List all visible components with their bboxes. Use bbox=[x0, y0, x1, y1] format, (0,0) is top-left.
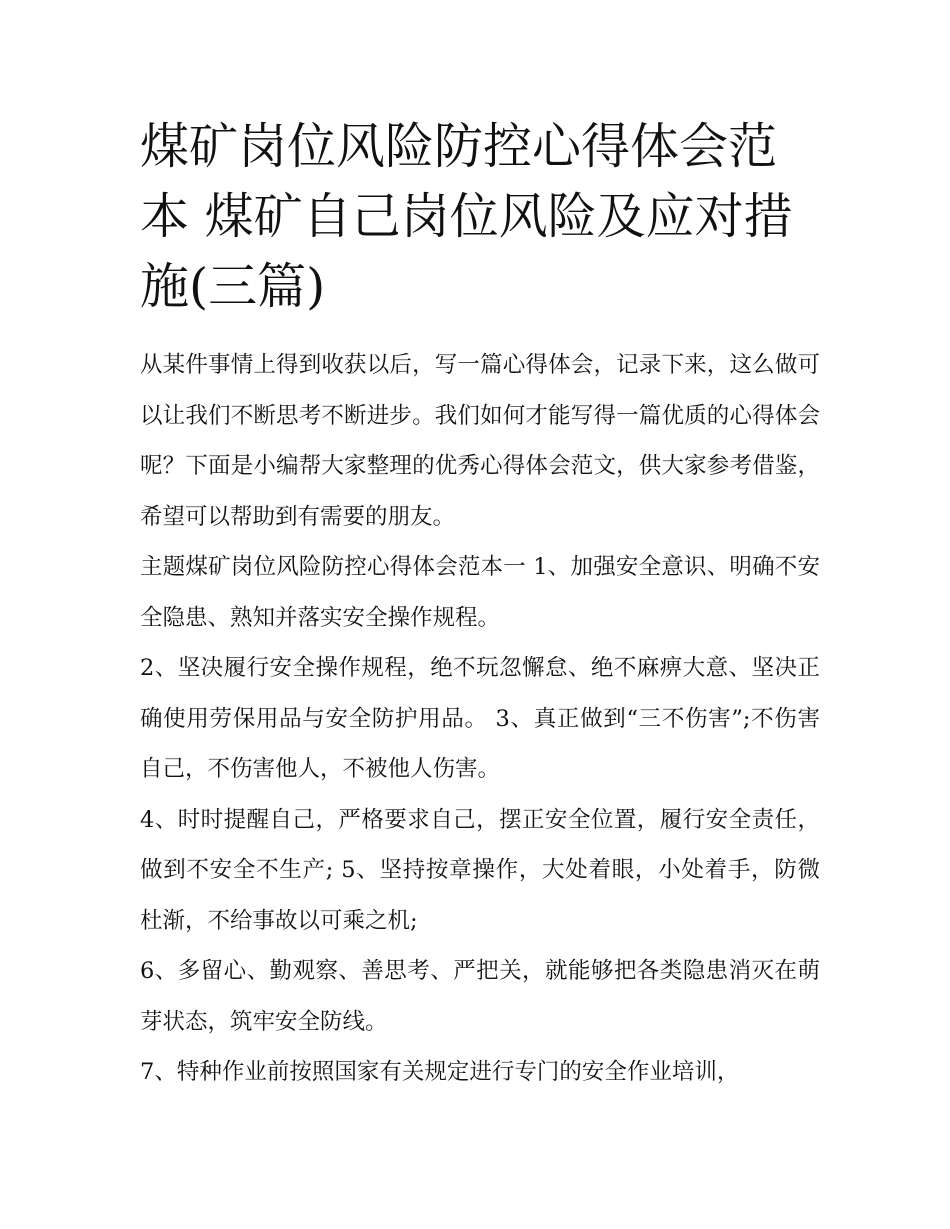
paragraph-6: 6、多留心、勤观察、善思考、严把关，就能够把各类隐患消灭在萌芽状态，筑牢安全防线。 bbox=[140, 958, 820, 1035]
paragraph-4-5: 4、时时提醒自己，严格要求自己，摆正安全位置，履行安全责任，做到不安全不生产; 5、坚持按章操作，大处着眼，小处着手，防微杜渐，不给事故以可乘之机; bbox=[140, 806, 820, 934]
paragraph-7: 7、特种作业前按照国家有关规定进行专门的安全作业培训， bbox=[140, 1059, 740, 1085]
paragraph-intro: 从某件事情上得到收获以后，写一篇心得体会，记录下来，这么做可以让我们不断思考不断进步。我们如何才能写得一篇优质的心得体会呢？下面是小编帮大家整理的优秀心得体会范文，供大家参考借鉴，希望可以帮助到有需要的朋友。 bbox=[140, 352, 820, 530]
document-title: 煤矿岗位风险防控心得体会范本 煤矿自己岗位风险及应对措施(三篇) bbox=[140, 118, 793, 315]
paragraph-1: 主题煤矿岗位风险防控心得体会范本一 1、加强安全意识、明确不安全隐患、熟知并落实安全操作规程。 bbox=[140, 554, 820, 631]
document-page bbox=[140, 112, 820, 1098]
paragraph-2-3: 2、坚决履行安全操作规程，绝不玩忽懈怠、绝不麻痹大意、坚决正确使用劳保用品与安全防护用品。 3、真正做到“三不伤害”;不伤害自己，不伤害他人，不被他人伤害。 bbox=[140, 655, 820, 782]
